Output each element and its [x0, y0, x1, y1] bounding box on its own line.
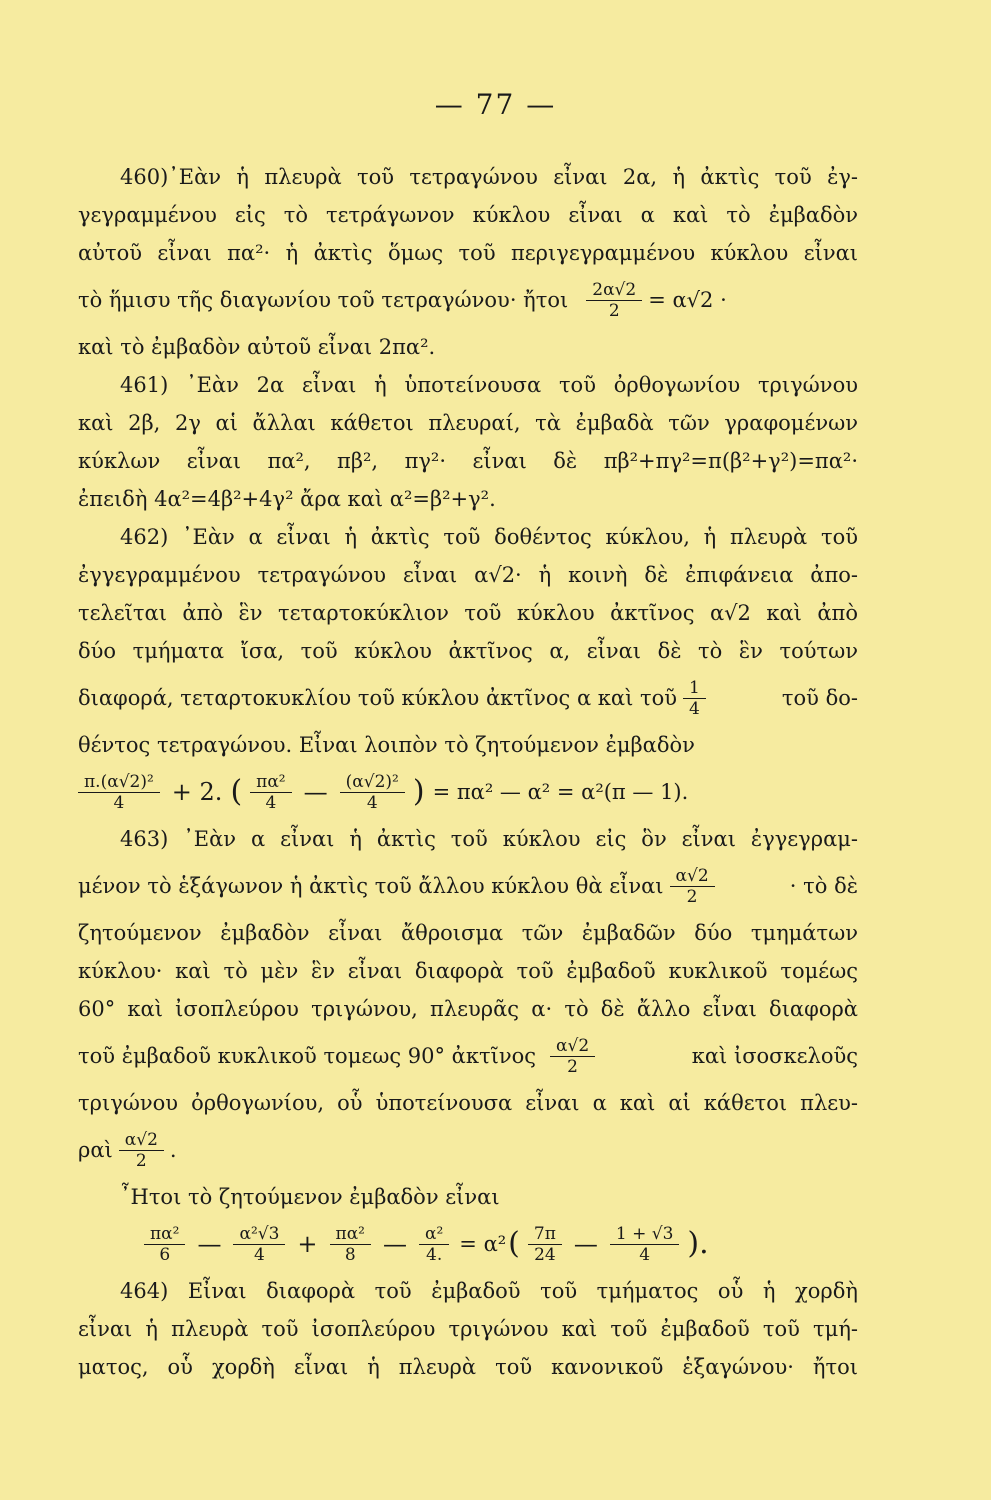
fraction: [550, 1036, 595, 1077]
text-segment: ραὶ: [78, 1138, 113, 1162]
fraction: [144, 1224, 185, 1265]
text-line: ἐπειδὴ 4α²=4β²+4γ² ἄρα καὶ α²=β²+γ².: [78, 487, 496, 511]
operator: —: [197, 1230, 222, 1258]
fraction-denominator: 2: [686, 886, 698, 907]
paragraph-462: [78, 518, 858, 820]
text-line-with-fraction: [78, 1028, 858, 1084]
fraction-denominator: 4: [254, 1244, 265, 1265]
fraction-numerator: 2α√2: [586, 280, 642, 301]
text-line: 460)᾽Εὰν ἡ πλευρὰ τοῦ τετραγώνου εἶναι 2α, ἡ ἀκτὶς τοῦ ἐγ-: [120, 165, 858, 189]
text-line: καὶ 2β, 2γ αἱ ἄλλαι κάθετοι πλευραί, τὰ ἐμβαδὰ τῶν γραφομένων: [78, 411, 858, 435]
text-line: αὐτοῦ εἶναι πα²· ἡ ἀκτὶς ὅμως τοῦ περιγεγραμμένου κύκλου εἶναι: [78, 241, 858, 265]
formula-462: [78, 764, 858, 820]
paragraph-461: [78, 366, 858, 518]
text-line: 462) ᾽Εὰν α εἶναι ἡ ἀκτὶς τοῦ δοθέντος κύκλου, ἡ πλευρὰ τοῦ: [120, 525, 858, 549]
fraction-denominator: 4: [639, 1244, 651, 1265]
fraction: [683, 678, 706, 719]
fraction-denominator: 4: [689, 698, 700, 719]
text-line-with-fraction: [78, 272, 858, 328]
fraction-denominator: 4: [265, 792, 277, 813]
fraction-denominator: 2: [567, 1056, 578, 1077]
fraction-numerator: α√2: [119, 1130, 164, 1151]
operator: —: [303, 778, 328, 806]
text-line-with-fraction: [78, 670, 858, 726]
text-line: 461) ᾽Εὰν 2α εἶναι ἡ ὑποτείνουσα τοῦ ὀρθογωνίου τριγώνου: [120, 373, 858, 397]
fraction: [119, 1130, 164, 1171]
operator: +: [297, 1230, 318, 1258]
fraction-denominator: 4: [366, 792, 378, 813]
operator: = α²: [459, 1232, 507, 1256]
operator: —: [383, 1230, 407, 1258]
fraction-numerator: πα²: [144, 1224, 185, 1245]
fraction-denominator: 4: [113, 792, 125, 813]
fraction-numerator: πα²: [330, 1224, 371, 1245]
text-line: κύκλου· καὶ τὸ μὲν ἓν εἶναι διαφορὰ τοῦ ἐμβαδοῦ κυκλικοῦ τομέως: [78, 959, 858, 983]
fraction: [330, 1224, 371, 1265]
text-line: ζητούμενον ἐμβαδὸν εἶναι ἄθροισμα τῶν ἐμβαδῶν δύο τμημάτων: [78, 921, 858, 945]
fraction: [586, 280, 642, 321]
text-segment: τοῦ ἐμβαδοῦ κυκλικοῦ τομεως 90° ἀκτῖνος: [78, 1044, 537, 1068]
formula-result: = α√2 ·: [648, 288, 727, 312]
text-line: θέντος τετραγώνου. Εἶναι λοιπὸν τὸ ζητούμενον ἐμβαδὸν: [78, 733, 695, 757]
fraction: [610, 1224, 680, 1265]
fraction: [250, 772, 291, 813]
fraction-numerator: α²√3: [233, 1224, 285, 1245]
paragraph-464: [78, 1272, 858, 1386]
paren-open: (: [230, 774, 243, 809]
operator: —: [573, 1230, 598, 1258]
page-number: — 77 —: [434, 88, 557, 121]
text-segment: τοῦ δο-: [781, 686, 858, 710]
fraction-denominator: 6: [159, 1244, 171, 1265]
fraction-numerator: α√2: [550, 1036, 595, 1057]
text-segment: διαφορά, τεταρτοκυκλίου τοῦ κύκλου ἀκτῖνος α καὶ τοῦ: [78, 686, 678, 710]
page-content: [78, 158, 858, 1386]
text-line-with-fraction: [78, 1122, 858, 1178]
paren-close: ): [412, 774, 425, 809]
text-line: 60° καὶ ἰσοπλεύρου τριγώνου, πλευρᾶς α· τὸ δὲ ἄλλο εἶναι διαφορὰ: [78, 997, 858, 1021]
text-line: 463) ᾽Εὰν α εἶναι ἡ ἀκτὶς τοῦ κύκλου εἰς ὃν εἶναι ἐγγεγραμ-: [120, 827, 858, 851]
text-segment: · τὸ δὲ: [789, 874, 858, 898]
text-line: ματος, οὗ χορδὴ εἶναι ἡ πλευρὰ τοῦ κανονικοῦ ἑξαγώνου· ἤτοι: [78, 1355, 858, 1379]
fraction-numerator: (α√2)²: [340, 772, 405, 793]
text-line: τριγώνου ὀρθογωνίου, οὗ ὑποτείνουσα εἶναι α καὶ αἱ κάθετοι πλευ-: [78, 1091, 858, 1115]
text-line: τελεῖται ἀπὸ ἓν τεταρτοκύκλιον τοῦ κύκλου ἀκτῖνος α√2 καὶ ἀπὸ: [78, 601, 858, 625]
fraction: [78, 772, 160, 813]
fraction: [233, 1224, 285, 1265]
fraction-denominator: 4.: [426, 1244, 443, 1265]
formula-463: [78, 1216, 858, 1272]
fraction-numerator: α√2: [670, 866, 715, 887]
text-line: ῏Ητοι τὸ ζητούμενον ἐμβαδὸν εἶναι: [120, 1185, 500, 1209]
operator: + 2.: [171, 778, 223, 806]
fraction-numerator: 1: [683, 678, 706, 699]
fraction-numerator: πα²: [250, 772, 291, 793]
fraction-numerator: 7π: [528, 1224, 562, 1245]
text-line: γεγραμμένου εἰς τὸ τετράγωνον κύκλου εἶναι α καὶ τὸ ἐμβαδὸν: [78, 203, 858, 227]
text-line: δύο τμήματα ἴσα, τοῦ κύκλου ἀκτῖνος α, εἶναι δὲ τὸ ἓν τούτων: [78, 639, 858, 663]
text-segment: μένον τὸ ἑξάγωνον ἡ ἀκτὶς τοῦ ἄλλου κύκλου θὰ εἶναι: [78, 874, 664, 898]
fraction-denominator: 8: [344, 1244, 356, 1265]
paren-close: ).: [687, 1226, 709, 1261]
text-segment: καὶ ἰσοσκελοῦς: [691, 1044, 858, 1068]
fraction: [340, 772, 405, 813]
paragraph-460: [78, 158, 858, 366]
paragraph-463: [78, 820, 858, 1272]
text-line-with-fraction: [78, 858, 858, 914]
fraction-denominator: 2: [135, 1150, 147, 1171]
fraction-numerator: π.(α√2)²: [78, 772, 160, 793]
text-line: εἶναι ἡ πλευρὰ τοῦ ἰσοπλεύρου τριγώνου καὶ τοῦ ἐμβαδοῦ τοῦ τμή-: [78, 1317, 858, 1341]
text-segment: τὸ ἥμισυ τῆς διαγωνίου τοῦ τετραγώνου· ἤτοι: [78, 288, 569, 312]
formula-result: = πα² — α² = α²(π — 1).: [432, 780, 689, 804]
fraction-numerator: 1 + √3: [610, 1224, 680, 1245]
text-line: κύκλων εἶναι πα², πβ², πγ²· εἶναι δὲ πβ²+πγ²=π(β²+γ²)=πα²·: [78, 449, 858, 473]
fraction: [670, 866, 715, 907]
text-line: 464) Εἶναι διαφορὰ τοῦ ἐμβαδοῦ τοῦ τμήματος οὗ ἡ χορδὴ: [120, 1279, 858, 1303]
text-line: ἐγγεγραμμένου τετραγώνου εἶναι α√2· ἡ κοινὴ δὲ ἐπιφάνεια ἀπο-: [78, 563, 858, 587]
fraction-numerator: α²: [419, 1224, 449, 1245]
paren-open: (: [508, 1226, 520, 1261]
fraction: [419, 1224, 449, 1265]
fraction-denominator: 24: [534, 1244, 556, 1265]
fraction: [528, 1224, 562, 1265]
fraction-denominator: 2: [608, 300, 620, 321]
text-line: καὶ τὸ ἐμβαδὸν αὐτοῦ εἶναι 2πα².: [78, 335, 436, 359]
text-segment: .: [169, 1138, 177, 1162]
